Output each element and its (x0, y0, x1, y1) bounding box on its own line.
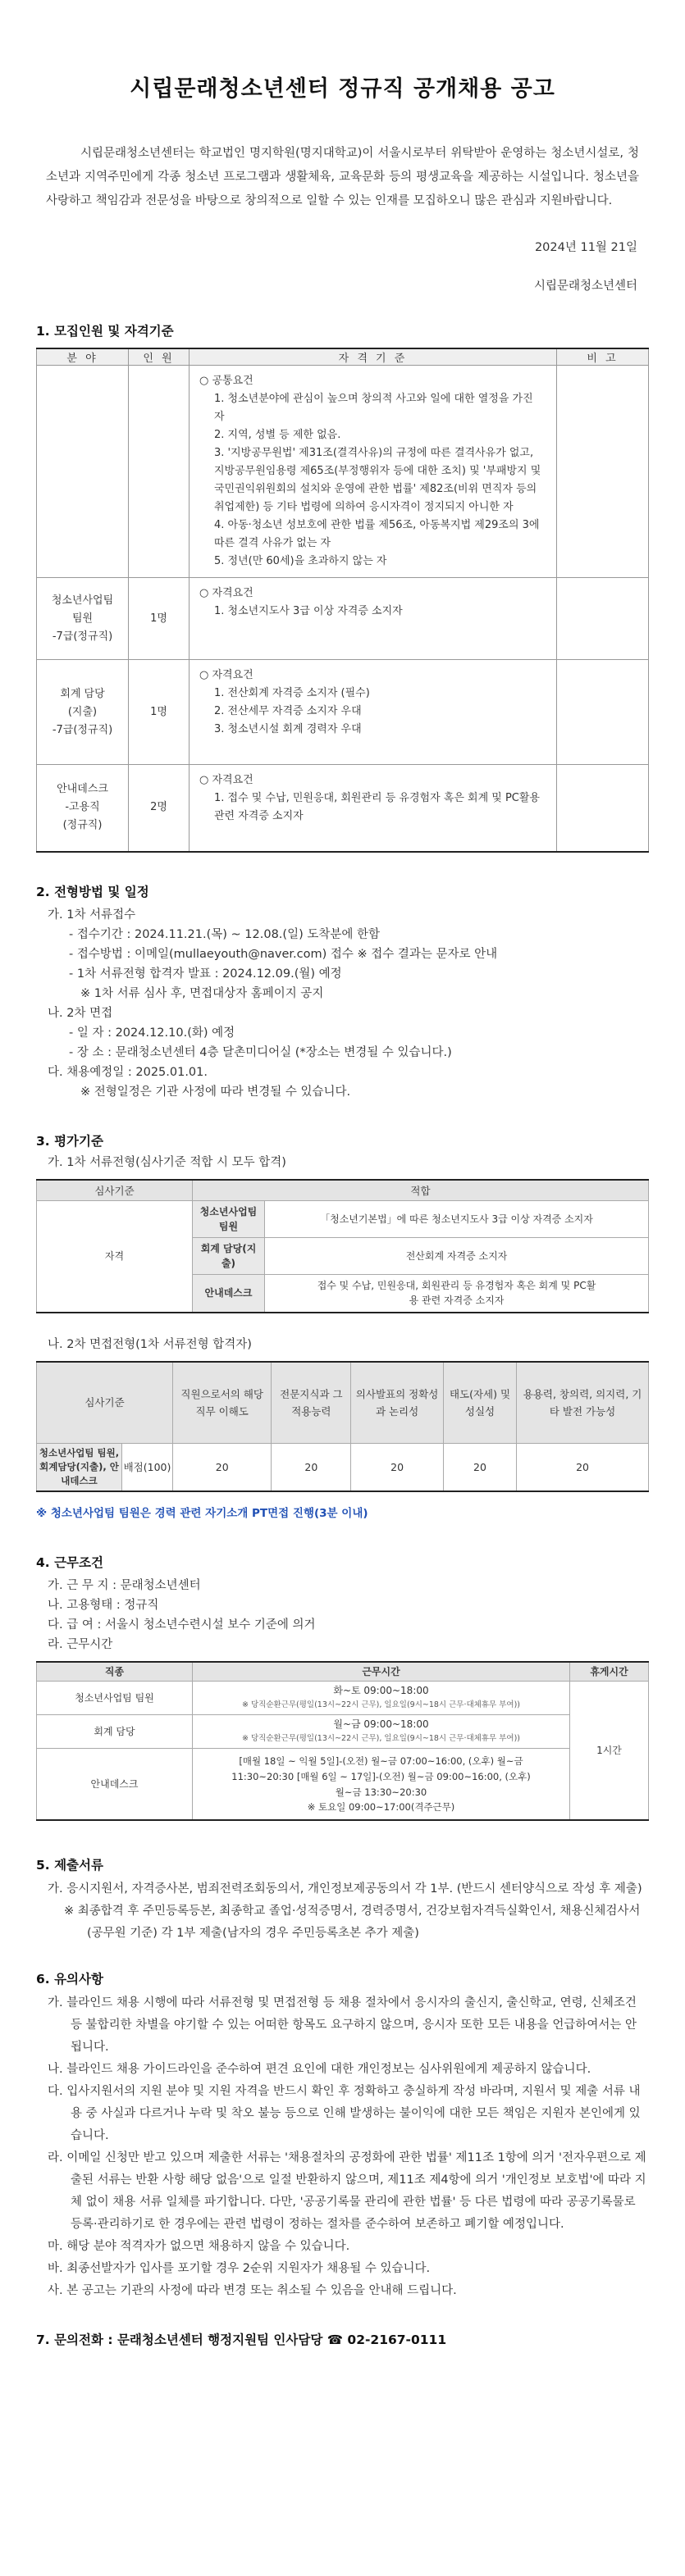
common-requirements (190, 366, 557, 578)
table-row (37, 578, 649, 660)
list-item: - 접수방법 : 이메일(mullaeyouth@naver.com) 접수 ※ 접수 결과는 문자로 안내 (69, 947, 498, 961)
table-header-row: 심사기준 직원으로서의 해당직무 이해도 전문지식과 그 적용능력 의사발표의 정확성과 논리성 태도(자세) 및 성실성 용용력, 창의력, 의지력, 기타 발전 가능성 (37, 1362, 649, 1444)
list-item: - 1차 서류전형 합격자 발표 : 2024.12.09.(월) 예정 (69, 967, 342, 981)
table-header-row (37, 348, 649, 366)
table-header-row: 직종 근무시간 휴게시간 (37, 1662, 649, 1682)
list-item: 다. 입사지원서의 지원 분야 및 지원 자격을 반드시 확인 후 정확하고 충실하게 작성 바라며, 지원서 및 제출 서류 내용 중 사실과 다르거나 누락 및 착오 불능 등으로 인해 발생하는 불이익에 대한 모든 책임은 지원자 본인에게 있습니다. (48, 2085, 641, 2142)
criteria-cell: ○ 자격요건 1. 청소년지도사 3급 이상 자격증 소지자 (190, 578, 557, 660)
qualification-table (36, 348, 649, 853)
pt-interview-note: ※ 청소년사업팀 팀원은 경력 관련 자기소개 PT면접 진행(3분 이내) (36, 1506, 368, 1520)
field-cell: 안내데스크 -고용직 (정규직) (37, 765, 129, 852)
list-item: - 접수기간 : 2024.11.21.(목) ~ 12.08.(일) 도착분에 한함 (69, 927, 380, 941)
list-item: 2. 지역, 성별 등 제한 없음. (214, 429, 341, 441)
subsection-title: 나. 2차 면접전형(1차 서류전형 합격자) (48, 1337, 252, 1351)
interview-table (36, 1361, 649, 1492)
header-field: 분 야 (37, 348, 129, 366)
documents-list (36, 1878, 649, 1945)
page-title: 시립문래청소년센터 정규직 공개채용 공고 (130, 76, 555, 102)
schedule-list (36, 905, 649, 1102)
list-item: ※ 전형일정은 기관 사정에 따라 변경될 수 있습니다. (80, 1085, 351, 1099)
document-screening-table (36, 1179, 649, 1313)
table-row: 안내데스크 접수 및 수납, 민원응대, 회원관리 등 유경험자 혹은 회계 및 PC활용 관련 자격증 소지자 (37, 1275, 649, 1313)
field-cell: 회계 담당 (지출) -7급(정규직) (37, 660, 129, 765)
list-item: 4. 아동·청소년 성보호에 관한 법률 제56조, 아동복지법 제29조의 3에 따른 결격 사유가 없는 자 (214, 519, 540, 549)
header-remark: 비 고 (557, 348, 649, 366)
table-row (37, 660, 649, 765)
section5-title: 5. 제출서류 (36, 1858, 103, 1873)
subsection-title: 가. 1차 서류전형(심사기준 적합 시 모두 합격) (48, 1155, 286, 1169)
header-count: 인 원 (129, 348, 190, 366)
list-item: 가. 응시지원서, 자격증사본, 범죄전력조회동의서, 개인정보제공동의서 각 1부. (반드시 센터양식으로 작성 후 제출) (48, 1882, 642, 1896)
section3-title: 3. 평가기준 (36, 1133, 103, 1149)
list-item: 가. 블라인드 채용 시행에 따라 서류전형 및 면접전형 등 채용 절차에서 응시자의 출신지, 출신학교, 연령, 신체조건 등 불합리한 차별을 야기할 수 있는 어떠한 항목도 요구하지 않으며, 응시자 또한 모든 내용을 언급하여서는 안 됩니다. (48, 1996, 637, 2054)
count-cell: 1명 (129, 660, 190, 765)
table-row-common (37, 366, 649, 578)
list-item: 나. 고용형태 : 정규직 (48, 1598, 159, 1612)
notice-date: 2024년 11월 21일 (534, 241, 637, 254)
header-criteria: 자 격 기 준 (190, 348, 557, 366)
list-item: 바. 최종선발자가 입사를 포기할 경우 2순위 지원자가 채용될 수 있습니다. (48, 2262, 431, 2275)
table-row: 안내데스크 [매월 18일 ~ 익월 5일]-(오전) 월~금 07:00~16:00, (오후) 월~금 11:30~20:30 [매월 6일 ~ 17일]-(오전) 월~금 09:00~16:00, (오후) 월~금 13:30~20:30 ※ 토요일 09:00~17:00(격주근무) (37, 1749, 649, 1821)
table-row: 자격 청소년사업팀 팀원 「청소년기본법」에 따른 청소년지도사 3급 이상 자격증 소지자 (37, 1201, 649, 1238)
intro-paragraph: 시립문래청소년센터는 학교법인 명지학원(명지대학교)이 서울시로부터 위탁받아 운영하는 청소년시설로, 청소년과 지역주민에게 각종 청소년 프로그램과 생활체육, 교육문화 등의 평생교육을 제공하는 시설입니다. 청소년을 사랑하고 책임감과 전문성을 바탕으로 창의적으로 일할 수 있는 인재를 모집하오니 많은 관심과 지원바랍니다. (46, 147, 639, 207)
list-item: 라. 근무시간 (48, 1637, 113, 1651)
conditions-list (36, 1576, 649, 1654)
list-item: 5. 정년(만 60세)을 초과하지 않는 자 (214, 555, 387, 567)
table-header-row: 심사기준 적합 (37, 1180, 649, 1201)
notes-list (36, 1992, 649, 2302)
list-item: ※ 1차 서류 심사 후, 면접대상자 홈페이지 공지 (80, 986, 324, 1000)
count-cell: 1명 (129, 578, 190, 660)
criteria-cell: ○ 자격요건 1. 전산회계 자격증 소지자 (필수) 2. 전산세무 자격증 소지자 우대 3. 청소년시설 회계 경력자 우대 (190, 660, 557, 765)
table-row: 회계 담당(지출) 전산회계 자격증 소지자 (37, 1238, 649, 1275)
list-item: 사. 본 공고는 기관의 사정에 따라 변경 또는 취소될 수 있음을 안내해 드립니다. (48, 2284, 457, 2297)
list-item: 다. 급 여 : 서울시 청소년수련시설 보수 기준에 의거 (48, 1618, 316, 1632)
list-item: ※ 최종합격 후 주민등록등본, 최종학교 졸업·성적증명서, 경력증명서, 건강보험자격득실확인서, 채용신체검사서(공무원 기준) 각 1부 제출(남자의 경우 주민등록초본 추가 제출) (64, 1905, 641, 1940)
work-hours-table (36, 1661, 649, 1822)
table-row: 회계 담당 월~금 09:00~18:00 ※ 당직순환근무(평일(13시~22시 근무), 일요일(9시~18시 근무·대체휴무 부여)) (37, 1715, 649, 1749)
list-item: 다. 채용예정일 : 2025.01.01. (48, 1065, 208, 1079)
common-label: ○ 공통요건 (199, 375, 253, 387)
section4-title: 4. 근무조건 (36, 1554, 103, 1570)
list-item: 마. 해당 분야 적격자가 없으면 채용하지 않을 수 있습니다. (48, 2240, 350, 2253)
criteria-cell: ○ 자격요건 1. 접수 및 수납, 민원응대, 회원관리 등 유경험자 혹은 회계 및 PC활용 관련 자격증 소지자 (190, 765, 557, 852)
table-row: 청소년사업팀 팀원 화~토 09:00~18:00 ※ 당직순환근무(평일(13시~22시 근무), 일요일(9시~18시 근무·대체휴무 부여)) 1시간 (37, 1682, 649, 1715)
list-item: 3. '지방공무원법' 제31조(결격사유)의 규정에 따른 결격사유가 없고, 지방공무원임용령 제65조(부정행위자 등에 대한 조치) 및 '부패방지 및 국민권익위원회의 설치와 운영에 관한 법률' 제82조(비위 면직자 등의 취업제한) 등 기타 법령에 의하여 응시자격이 정지되지 아니한 자 (214, 447, 541, 513)
field-cell: 청소년사업팀 팀원 -7급(정규직) (37, 578, 129, 660)
list-item: - 일 자 : 2024.12.10.(화) 예정 (69, 1026, 235, 1040)
contact-line: 7. 문의전화 : 문래청소년센터 행정지원팀 인사담당 ☎ 02-2167-0111 (36, 2333, 447, 2347)
section2-title: 2. 전형방법 및 일정 (36, 884, 149, 899)
table-row (37, 765, 649, 852)
list-item: 1. 청소년분야에 관심이 높으며 창의적 사고와 일에 대한 열정을 가진 자 (214, 393, 533, 423)
table-row: 청소년사업팀 팀원, 회계담당(지출), 안내데스크 배점(100) 20 20 20 20 20 (37, 1444, 649, 1491)
count-cell: 2명 (129, 765, 190, 852)
section1-title: 1. 모집인원 및 자격기준 (36, 324, 174, 339)
list-item: 가. 근 무 지 : 문래청소년센터 (48, 1578, 201, 1592)
section6-title: 6. 유의사항 (36, 1972, 103, 1987)
list-item: 나. 2차 면접 (48, 1006, 113, 1020)
issuer: 시립문래청소년센터 (533, 280, 637, 293)
list-item: - 장 소 : 문래청소년센터 4층 달촌미디어실 (*장소는 변경될 수 있습니다.) (69, 1045, 452, 1059)
list-item: 라. 이메일 신청만 받고 있으며 제출한 서류는 '채용절차의 공정화에 관한 법률' 제11조 1항에 의거 '전자우편으로 제출된 서류는 반환 사항 해당 없음'으로 일절 반환하지 않으며, 제11조 제4항에 의거 '개인정보 보호법'에 따라 지체 없이 채용 서류 일체를 파기합니다. 다만, '공공기록물 관리에 관한 법률' 등 다른 법령에 따라 공공기록물로 등록·관리하기로 한 경우에는 관련 법령이 정하는 절차를 준수하여 보존하고 폐기할 예정입니다. (48, 2151, 646, 2231)
list-item: 가. 1차 서류접수 (48, 908, 136, 922)
list-item: 나. 블라인드 채용 가이드라인을 준수하여 편견 요인에 대한 개인정보는 심사위원에게 제공하지 않습니다. (48, 2063, 591, 2076)
